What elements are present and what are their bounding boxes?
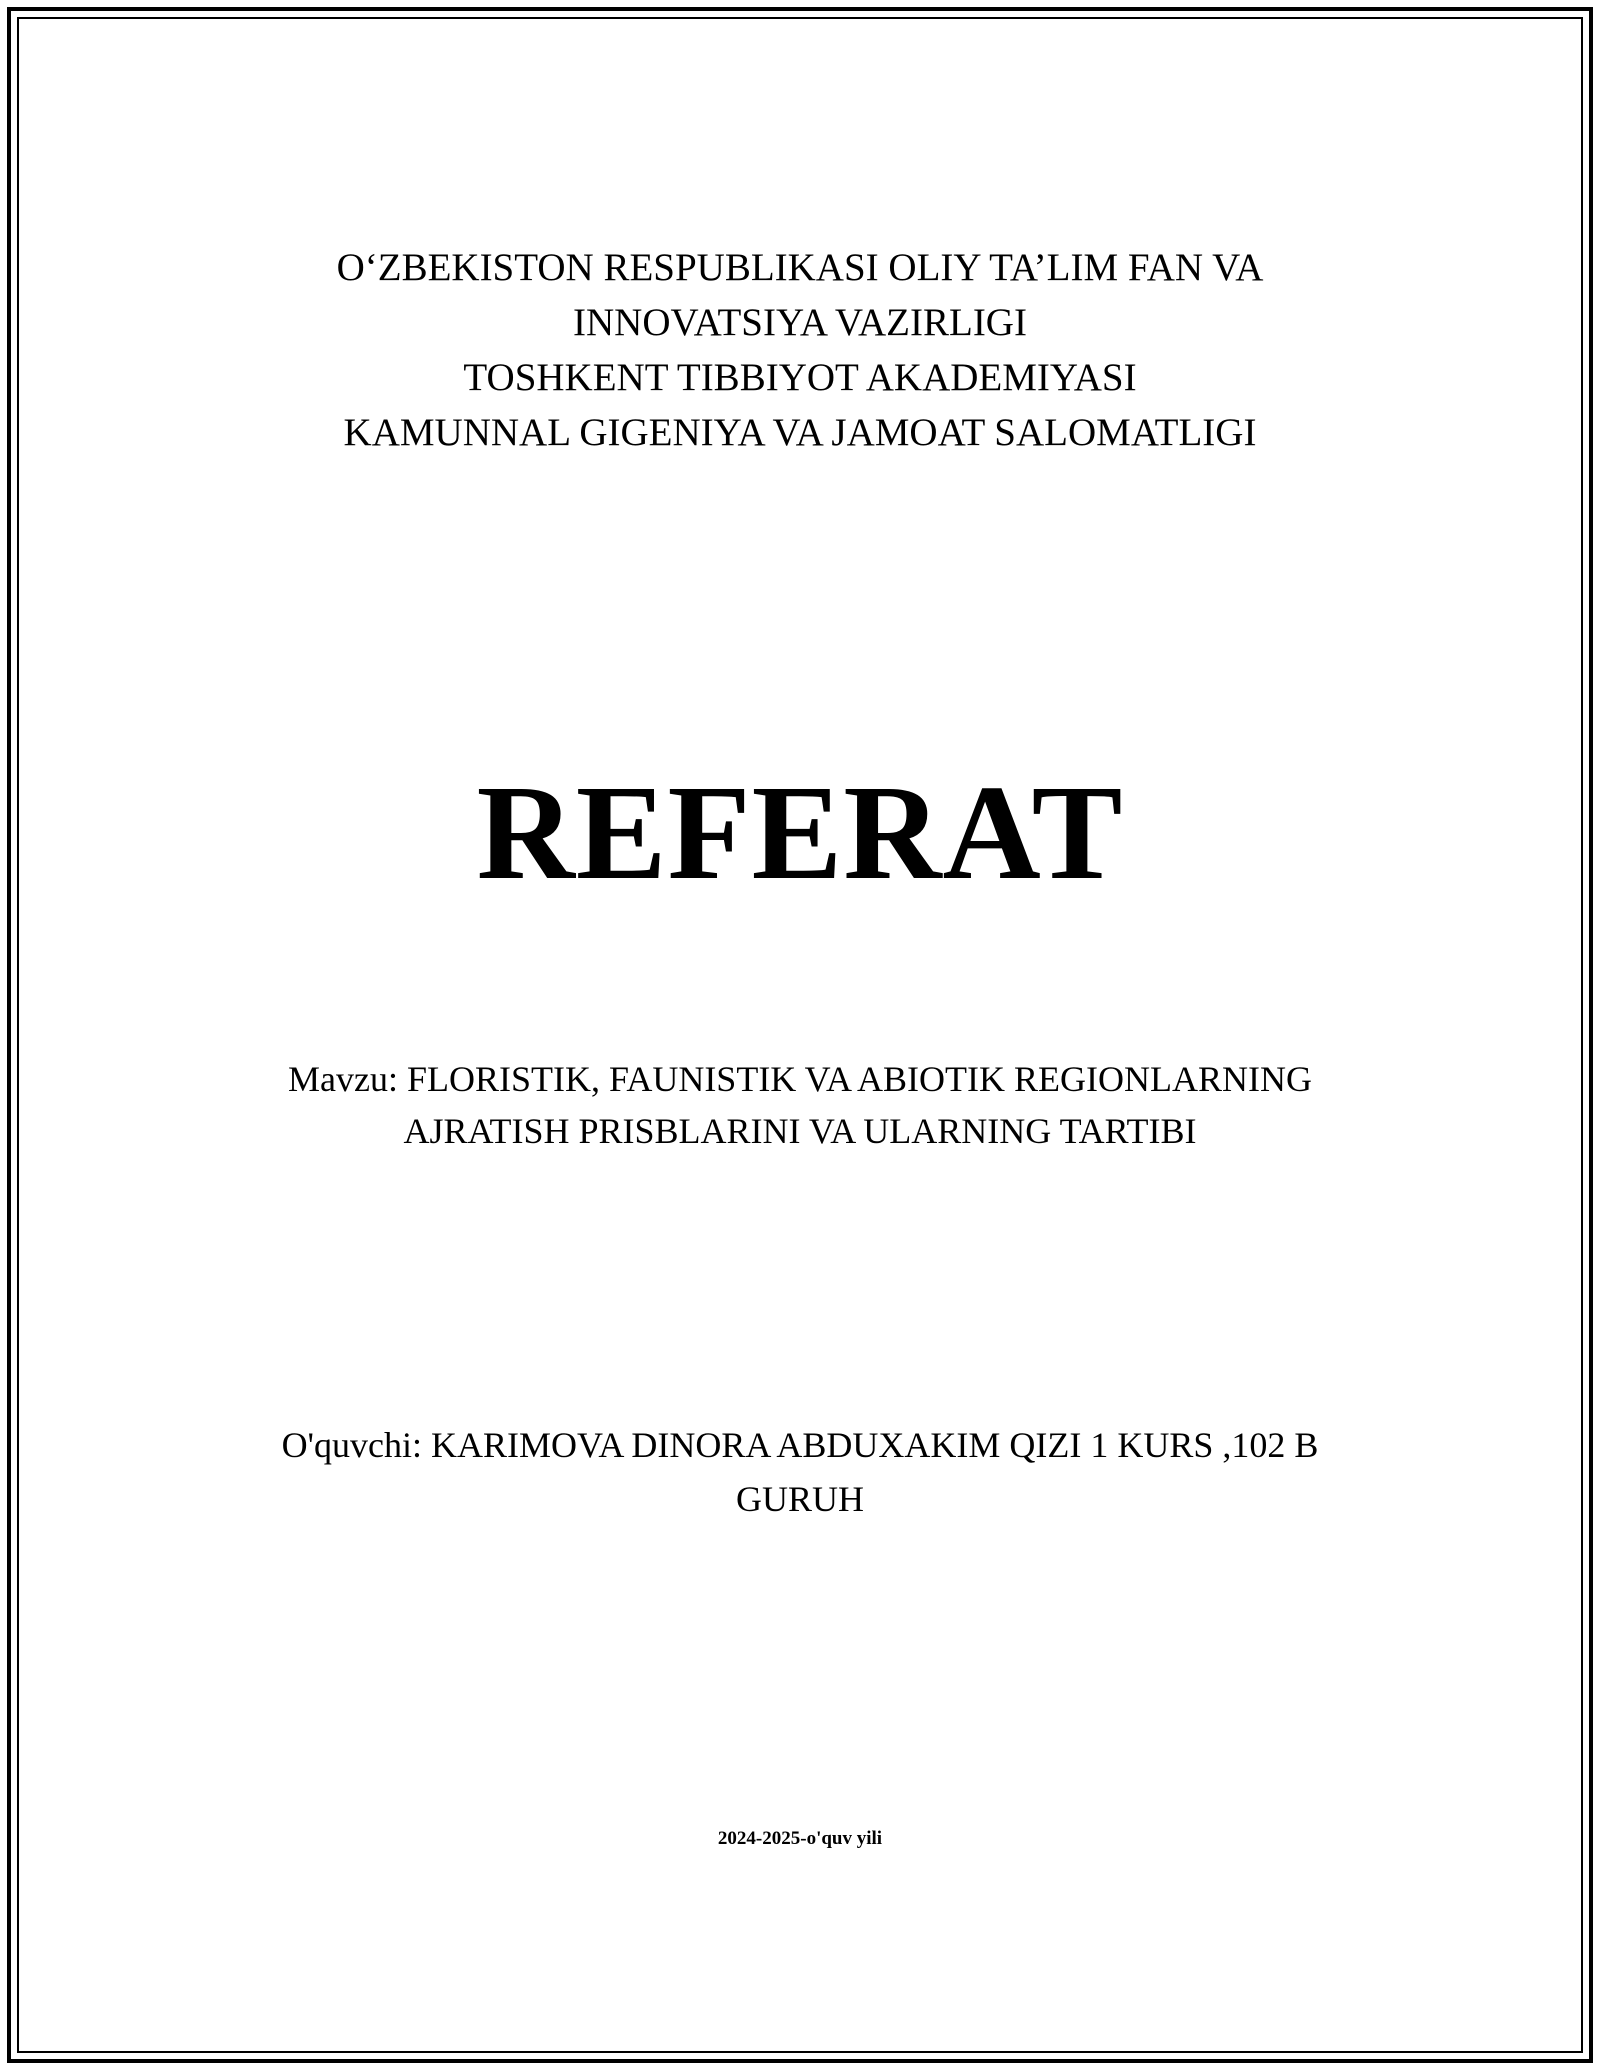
document-title: REFERAT xyxy=(476,758,1124,908)
student-line-2: GURUH xyxy=(735,1479,864,1519)
academic-year: 2024-2025-o'quv yili xyxy=(717,1828,883,1849)
topic-block xyxy=(0,1053,1600,1157)
header-line-ministry-1: O‘ZBEKISTON RESPUBLIKASI OLIY TA’LIM FAN VA xyxy=(336,246,1264,289)
header-line-department: KAMUNNAL GIGENIYA VA JAMOAT SALOMATLIGI xyxy=(343,411,1257,454)
header-line-ministry-2: INNOVATSIYA VAZIRLIGI xyxy=(573,301,1027,344)
student-block xyxy=(0,1418,1600,1526)
topic-line-2: AJRATISH PRISBLARINI VA ULARNING TARTIBI xyxy=(403,1111,1197,1151)
student-line-1: O'quvchi: KARIMOVA DINORA ABDUXAKIM QIZI 1 KURS ,102 B xyxy=(281,1425,1319,1465)
header-line-academy: TOSHKENT TIBBIYOT AKADEMIYASI xyxy=(463,356,1137,399)
institution-header xyxy=(0,240,1600,460)
topic-line-1: Mavzu: FLORISTIK, FAUNISTIK VA ABIOTIK REGIONLARNING xyxy=(288,1059,1312,1099)
